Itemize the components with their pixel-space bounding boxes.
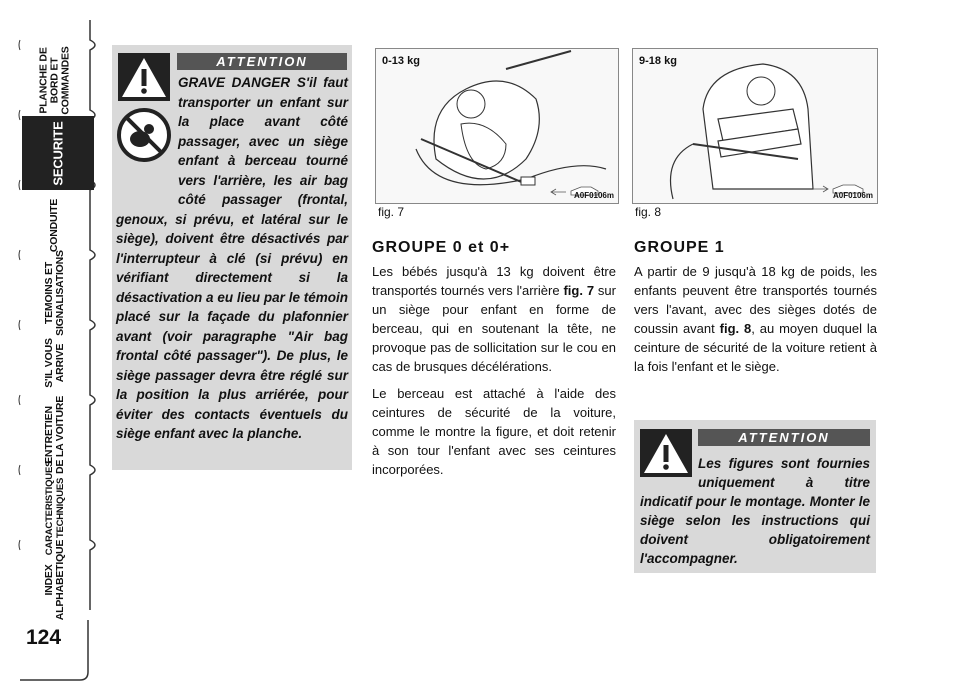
tab-securite[interactable]: [20, 118, 100, 188]
tab-planche-de-bord[interactable]: [20, 45, 100, 115]
groupe-0-paragraph-2: Le berceau est attaché à l'aide des ceintures de sécurité de la voiture, comme le montre la figure, et doit retenir à son tour l'enfant avec ses ceintures incorporées.: [372, 386, 616, 477]
figure-code: A0F0106m: [573, 191, 614, 200]
text-run: sur un siège pour enfant en forme de berceau, qui en soutenant la tête, ne provoque pas de sollicitation sur le cou en cas de brusques décélérations.: [372, 283, 616, 374]
text-run: , au moyen duquel la ceinture de sécurité de la voiture retient à la fois l'enfant et le siège.: [634, 321, 877, 374]
tab-label: TEMOINS ET SIGNALISATIONS: [43, 250, 66, 336]
warning-body: Les figures sont fournies uniquement à titre indicatif pour le montage. Monter le siège selon les instructions qui doivent obligatoirement l'accompagner.: [640, 456, 870, 566]
float-spacer: [640, 454, 698, 492]
child-seat-illustration: [633, 49, 877, 203]
infant-carrier-illustration: [376, 49, 618, 203]
tab-label: ENTRETIEN DE LA VOITURE: [43, 395, 67, 475]
tab-sil-vous-arrive[interactable]: [20, 328, 100, 398]
figure-code: A0F0106m: [832, 191, 873, 200]
section-title-groupe-0: GROUPE 0 et 0+: [372, 239, 511, 256]
chapter-tabs: [0, 0, 100, 692]
tab-temoins[interactable]: [20, 250, 100, 336]
figure-7-caption: fig. 7: [378, 205, 405, 219]
tab-entretien[interactable]: [20, 395, 100, 475]
warning-header: ATTENTION: [698, 429, 870, 446]
tab-label: SECURITE: [50, 120, 66, 186]
tab-label: CARACTERISTIQUES TECHNIQUES: [44, 460, 67, 556]
warning-text-left: [116, 73, 348, 444]
float-spacer: [116, 73, 178, 193]
warning-box-left: [112, 45, 352, 470]
warning-box-right: [634, 420, 876, 573]
groupe-0-paragraph-1: [372, 262, 616, 376]
tab-caracteristiques[interactable]: [20, 460, 100, 556]
figure-7: [375, 48, 619, 204]
figure-weight-tag: 0-13 kg: [382, 55, 420, 67]
groupe-1-paragraph-1: [634, 262, 877, 376]
warning-body: GRAVE DANGER S'il faut transporter un enfant sur la place avant côté passager, avec un siège enfant à berceau tourné vers l'arrière, les air bag côté passager (frontal, genoux, si prévu, et latéral sur le siège), doivent être désactivés par l'interrupteur à clé (si prévu) en vérifiant directement si la désactivation a eu lieu par le témoin placé sur la façade du plafonnier avant (voir paragraphe "Air bag frontal côté passager"). De plus, le siège passager devra être réglé sur la position la plus arriérée, pour éviter des contacts éventuels du siège enfant avec la planche.: [116, 75, 348, 441]
tab-label: INDEX ALPHABETIQUE: [43, 539, 66, 621]
warning-header: ATTENTION: [177, 53, 347, 70]
figure-8: [632, 48, 878, 204]
tab-label: CONDUITE: [48, 198, 61, 252]
figure-weight-tag: 9-18 kg: [639, 55, 677, 67]
text-run: Les bébés jusqu'à 13 kg doivent être transportés tournés vers l'arrière: [372, 264, 616, 298]
figure-reference: fig. 7: [563, 283, 595, 298]
figure-8-caption: fig. 8: [635, 205, 662, 219]
tab-index[interactable]: [20, 539, 100, 621]
figure-reference: fig. 8: [719, 321, 752, 336]
warning-text-right: [640, 454, 870, 568]
page-number: 124: [26, 626, 62, 649]
tab-label: PLANCHE DE BORD ET COMMANDES: [37, 45, 72, 115]
section-title-groupe-1: GROUPE 1: [634, 239, 725, 256]
tab-label: S'IL VOUS ARRIVE: [43, 338, 66, 388]
text-run: A partir de 9 jusqu'à 18 kg de poids, les enfants peuvent être transportés tournés vers l'avant, avec des sièges dotés de coussin avant: [634, 264, 877, 336]
